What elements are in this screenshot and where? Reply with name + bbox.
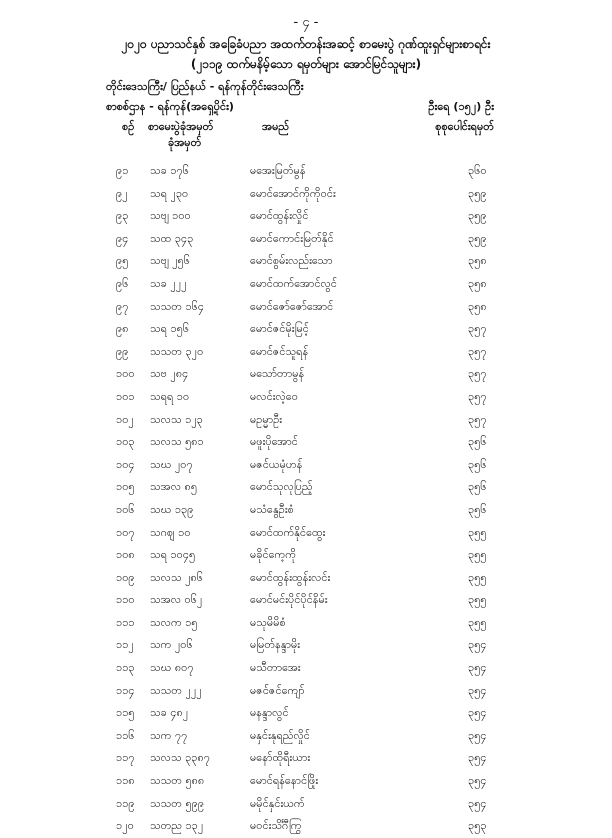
table-row [0, 499, 612, 522]
header-serial-no: စဉ် [122, 120, 135, 133]
roll-number: သလသ ၂၈၆ [150, 570, 203, 584]
total-marks: ၃၅၇ [468, 344, 487, 358]
roll-number: သလက ၁၅ [150, 615, 198, 629]
roll-number: သရ ၁၀၄၅ [150, 548, 196, 562]
student-name: မအေးမြတ်မွန် [250, 164, 306, 177]
student-name: မောင်ကောင်းမြတ်နိုင် [250, 231, 334, 245]
total-marks: ၃၅၃ [468, 819, 487, 833]
serial-no: ၁၀၄ [116, 457, 135, 471]
total-marks: ၃၅၄ [468, 796, 487, 810]
roll-number: သထ ၃၄၃ [150, 231, 194, 245]
table-row [0, 725, 612, 748]
student-name: မလင်းလဲ့ဝေ [250, 389, 298, 403]
serial-no: ၁၁၄ [116, 683, 135, 697]
roll-number: သဃ ၁၃၉ [150, 502, 194, 516]
header-roll-number-line2: ခုံအမှတ် [168, 136, 202, 149]
table-row [0, 363, 612, 386]
student-name: မသော်တာမွန် [250, 367, 305, 381]
table-row [0, 454, 612, 477]
total-marks: ၃၅၄ [468, 774, 487, 788]
total-marks: ၃၅၉ [468, 231, 487, 245]
serial-no: ၉၈ [116, 322, 129, 336]
table-row [0, 793, 612, 816]
serial-no: ၉၁ [116, 164, 129, 177]
table-row [0, 589, 612, 612]
student-name: မမိုင်နှင်းယက် [250, 796, 305, 810]
header-total-marks: စုစုပေါင်းရမှတ် [435, 120, 494, 133]
serial-no: ၉၃ [116, 209, 129, 223]
table-row [0, 318, 612, 341]
student-name: မသုမိမိစံ [250, 615, 286, 629]
serial-no: ၁၀၇ [116, 525, 135, 539]
table-row [0, 657, 612, 680]
student-name: မောင်ထွန်းလှိုင် [250, 209, 309, 223]
roll-number: သဗ ၂၈၄ [150, 367, 189, 381]
total-marks: ၃၅၅ [468, 525, 487, 539]
student-name: မဇင်ဇင်ကျော် [250, 683, 305, 697]
student-name: မောင်ဇင်မိုးမြင့် [250, 322, 309, 336]
total-marks: ၃၅၄ [468, 728, 487, 742]
table-row [0, 205, 612, 228]
total-marks: ၃၅၅ [468, 593, 487, 607]
student-name: မောင်ထက်နိုင်ထွေး [250, 525, 326, 539]
roll-number: သသတ ၁၆၄ [150, 299, 205, 313]
serial-no: ၁၁၂ [116, 638, 134, 652]
serial-no: ၁၂၀ [116, 819, 134, 833]
roll-number: သခ ၂၂၂ [150, 276, 187, 290]
roll-number: သဃ ၂၀၇ [150, 457, 193, 471]
total-marks: ၃၅၄ [468, 638, 487, 652]
table-row [0, 386, 612, 409]
student-name: မနော်ထိုရီးယား [250, 751, 311, 765]
total-marks: ၃၅၈ [468, 276, 487, 290]
roll-number: သသတ ၅၉၉ [150, 796, 205, 810]
roll-number: သခ ၁၇၆ [150, 164, 189, 177]
serial-no: ၉၉ [116, 344, 129, 358]
table-row [0, 522, 612, 545]
student-name: မနန္ဒာလွင် [250, 706, 289, 720]
student-name: မဥမ္မာဦး [250, 412, 283, 426]
student-name: မခိုင်ကေ့ကို [250, 548, 297, 562]
roll-number: သဗျ ၂၅၆ [150, 254, 190, 268]
serial-no: ၁၀၉ [116, 570, 135, 584]
roll-number: သလသ ၃၃၈၇ [150, 751, 210, 765]
student-count: ဦးရေ (၁၅၂) ဦး [428, 100, 494, 113]
total-marks: ၃၅၇ [468, 412, 487, 426]
total-marks: ၃၅၄ [468, 751, 487, 765]
roll-number: သလသ ၅၈၁ [150, 435, 204, 449]
serial-no: ၁၀၆ [116, 502, 135, 516]
roll-number: သအလ ၀၆၂ [150, 593, 203, 607]
serial-no: ၉၄ [116, 231, 129, 245]
student-name: မနှင်းနုရည်လှိုင် [250, 728, 310, 742]
table-row [0, 431, 612, 454]
page-number: - ၄ - [293, 15, 319, 30]
serial-no: ၁၀၁ [116, 389, 135, 403]
table-row [0, 634, 612, 657]
serial-no: ၁၀၅ [116, 480, 135, 494]
total-marks: ၃၅၆ [468, 457, 487, 471]
total-marks: ၃၅၉ [468, 186, 487, 200]
student-name: မဖူးပိုအောင် [250, 435, 298, 449]
roll-number: သသတ ၃၂၀ [150, 344, 204, 358]
roll-number: သရ ၁၅၆ [150, 322, 190, 336]
roll-number: သဂဈ ၁၀ [150, 525, 191, 539]
serial-no: ၁၁၆ [116, 728, 135, 742]
total-marks: ၃၅၉ [468, 209, 487, 223]
serial-no: ၁၀၂ [116, 412, 134, 426]
document-subtitle: (၂၁၁၉ ထက်မနိမ့်သော ရမှတ်များ အောင်မြင်သူများ) [190, 57, 422, 71]
roll-number: သလသ ၁၂၃ [150, 412, 203, 426]
student-name: မောင်ရန်နောင်ဖြိုး [250, 774, 319, 788]
student-name: မောင်သုလုပြည့် [250, 480, 313, 494]
total-marks: ၃၅၆ [468, 480, 487, 494]
serial-no: ၁၁၁ [116, 615, 135, 629]
student-name: မသံနွေဦးစံ [250, 502, 294, 516]
student-name: မောင်ဇော်ဇော်အောင် [250, 299, 334, 313]
table-row [0, 409, 612, 432]
student-name: မောင်ထွန်းထွန်းလင်း [250, 570, 331, 584]
exam-center-line: စာစစ်ဌာန - ရန်ကုန်(အရှေ့ပိုင်း) [106, 100, 234, 113]
total-marks: ၃၅၄ [468, 683, 487, 697]
results-table [0, 160, 612, 838]
table-row [0, 612, 612, 635]
roll-number: သဗျ ၁၀၀ [150, 209, 191, 223]
roll-number: သခ ၄၈၂ [150, 706, 189, 720]
serial-no: ၁၀၀ [116, 367, 135, 381]
table-row [0, 815, 612, 838]
serial-no: ၁၁၈ [116, 774, 135, 788]
document-title: ၂၀၂၀ ပညာသင်နှစ် အခြေခံပညာ အထက်တန်းအဆင့် စာမေးပွဲ ဂုဏ်ထူးရှင်များစာရင်း [121, 37, 491, 51]
total-marks: ၃၅၄ [468, 706, 487, 720]
header-roll-number: စာမေးပွဲခုံအမှတ် [148, 120, 214, 133]
serial-no: ၉၅ [116, 254, 129, 268]
table-row [0, 296, 612, 319]
table-row [0, 702, 612, 725]
serial-no: ၉၂ [116, 186, 128, 200]
roll-number: သတည ၁၃၂ [150, 819, 204, 833]
table-row [0, 747, 612, 770]
serial-no: ၁၁၀ [116, 593, 135, 607]
table-row [0, 770, 612, 793]
student-name: မောင်အောင်ကိုကိုဝင်း [250, 186, 336, 200]
serial-no: ၁၁၉ [116, 796, 135, 810]
roll-number: သက ၇၇ [150, 728, 188, 742]
table-row [0, 273, 612, 296]
student-name: မသီတာအေး [250, 661, 301, 675]
table-row [0, 183, 612, 206]
total-marks: ၃၆၀ [468, 164, 487, 177]
header-name: အမည် [262, 120, 290, 133]
student-name: မဝင်းသိင်္ဂီကြွ [250, 819, 302, 833]
table-row [0, 341, 612, 364]
student-name: မောင်ထက်အောင်လွင် [250, 276, 337, 290]
table-row [0, 250, 612, 273]
table-row [0, 160, 612, 183]
total-marks: ၃၅၇ [468, 322, 487, 336]
total-marks: ၃၅၄ [468, 661, 487, 675]
serial-no: ၁၀၈ [116, 548, 135, 562]
student-name: မောင်မင်းပိုင်ပိုင်နိမ်း [250, 593, 328, 607]
total-marks: ၃၅၅ [468, 615, 487, 629]
total-marks: ၃၅၇ [468, 367, 487, 381]
serial-no: ၁၁၅ [116, 706, 135, 720]
total-marks: ၃၅၈ [468, 299, 487, 313]
total-marks: ၃၅၆ [468, 435, 487, 449]
region-line: တိုင်းဒေသကြီး/ ပြည်နယ် - ရန်ကုန်တိုင်းဒေသကြီး [106, 80, 304, 93]
table-row [0, 476, 612, 499]
total-marks: ၃၅၈ [468, 254, 487, 268]
table-row [0, 680, 612, 703]
serial-no: ၉၆ [116, 276, 129, 290]
total-marks: ၃၅၅ [468, 570, 487, 584]
total-marks: ၃၅၆ [468, 502, 487, 516]
roll-number: သဃ ၈၀၇ [150, 661, 194, 675]
student-name: မောင်စွမ်းလည်းသော [250, 254, 333, 268]
table-row [0, 228, 612, 251]
roll-number: သအလ ၈၅ [150, 480, 198, 494]
total-marks: ၃၅၇ [468, 389, 487, 403]
table-header [0, 120, 612, 156]
serial-no: ၁၁၃ [116, 661, 135, 675]
roll-number: သရရ ၁၀ [150, 389, 190, 403]
student-name: မမြတ်နန္ဒာမိုး [250, 638, 301, 652]
roll-number: သက ၂၀၆ [150, 638, 193, 652]
serial-no: ၉၇ [116, 299, 129, 313]
total-marks: ၃၅၅ [468, 548, 487, 562]
serial-no: ၁၀၃ [116, 435, 135, 449]
table-row [0, 544, 612, 567]
roll-number: သသတ ၅၈၈ [150, 774, 205, 788]
roll-number: သရ ၂၃၀ [150, 186, 189, 200]
serial-no: ၁၁၇ [116, 751, 135, 765]
roll-number: သသတ ၂၂၂ [150, 683, 202, 697]
student-name: မဇင်ယမုံဟန် [250, 457, 303, 471]
table-row [0, 567, 612, 590]
student-name: မောင်ဇင်သူရန် [250, 344, 309, 358]
